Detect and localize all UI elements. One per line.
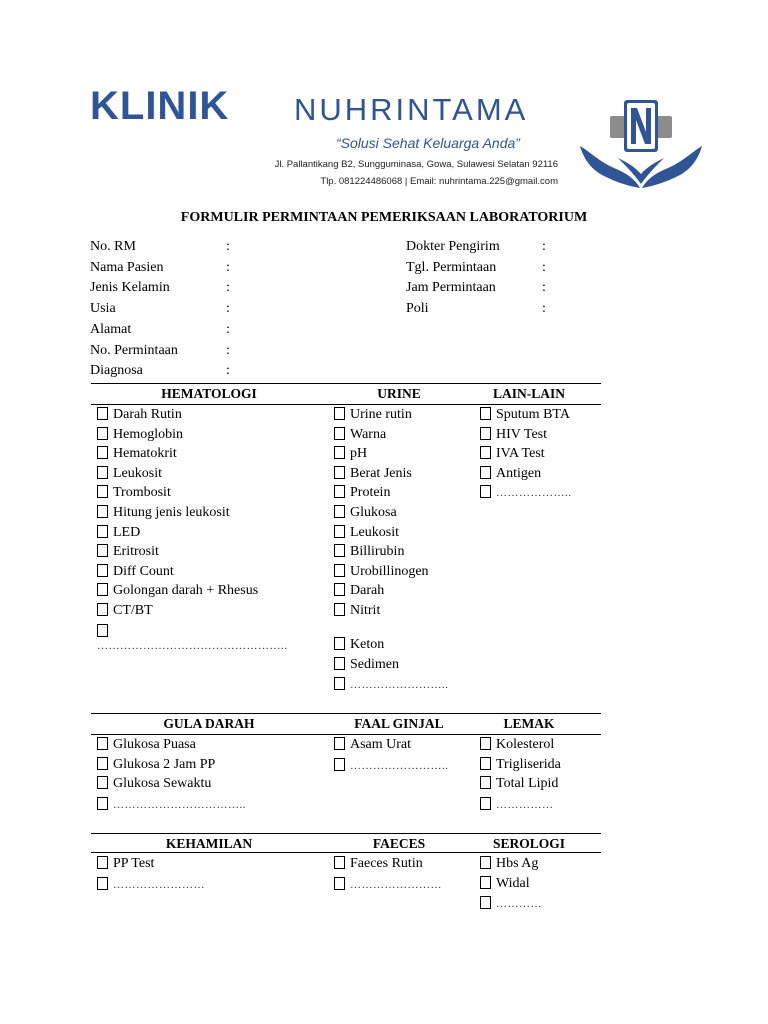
item-label: Hbs Ag <box>496 856 539 871</box>
checkbox[interactable] <box>334 446 345 459</box>
field-label-tgl-permintaan: Tgl. Permintaan <box>406 259 497 275</box>
clinic-logo-icon <box>578 96 704 196</box>
section-header-serologi: SEROLOGI <box>492 836 566 851</box>
item-label: Hemoglobin <box>113 426 183 442</box>
checkbox[interactable] <box>97 525 108 538</box>
clinic-brand-klinik: KLINIK <box>90 84 230 128</box>
field-label-jenis-kelamin: Jenis Kelamin <box>90 280 170 296</box>
checkbox[interactable] <box>334 525 345 538</box>
item-label: Protein <box>350 485 391 501</box>
blank-fill-line: …………………….. <box>350 679 449 692</box>
checkbox[interactable] <box>97 737 108 750</box>
item-label: Antigen <box>496 465 542 481</box>
field-colon: : <box>226 321 230 337</box>
checkbox[interactable] <box>97 485 108 498</box>
checkbox[interactable] <box>334 657 345 670</box>
clinic-tagline: “Solusi Sehat Keluarga Anda” <box>336 135 520 151</box>
blank-option <box>97 875 205 896</box>
item-label: LED <box>113 524 141 540</box>
field-colon: : <box>542 239 546 254</box>
field-colon: : <box>542 301 546 317</box>
section-header-faeces: FAECES <box>372 836 426 851</box>
clinic-address: Jl. Pallantikang B2, Sungguminasa, Gowa, Sulawesi Selatan 92116 <box>274 159 558 170</box>
checkbox[interactable] <box>97 757 108 770</box>
item-label: Billirubin <box>350 544 405 560</box>
exam-item-glukosa <box>334 503 397 523</box>
checkbox[interactable] <box>97 466 108 479</box>
item-label: Widal <box>496 875 530 891</box>
exam-item-hbs-ag <box>480 854 538 874</box>
exam-item-kolesterol <box>480 735 554 755</box>
exam-item-hiv-test <box>480 425 547 445</box>
checkbox[interactable] <box>334 427 345 440</box>
exam-item-widal <box>480 874 530 894</box>
exam-item-ct-bt <box>97 601 153 621</box>
section-header-urine: URINE <box>377 386 421 401</box>
item-label: Kolesterol <box>496 737 555 752</box>
checkbox[interactable] <box>480 797 491 810</box>
checkbox[interactable] <box>334 583 345 596</box>
field-label-usia: Usia <box>90 301 116 317</box>
exam-item-hematokrit <box>97 444 177 464</box>
checkbox[interactable] <box>334 505 345 518</box>
exam-item-ph <box>334 444 367 464</box>
exam-item-darah-rutin <box>97 405 182 425</box>
field-colon: : <box>226 239 230 254</box>
checkbox[interactable] <box>97 583 108 596</box>
item-label: Hitung jenis leukosit <box>113 505 230 520</box>
blank-fill-line: …………………….. <box>350 759 449 772</box>
checkbox[interactable] <box>97 446 108 459</box>
blank-option <box>334 875 442 896</box>
checkbox[interactable] <box>97 505 108 518</box>
clinic-contact: Tlp. 081224486068 | Email: nuhrintama.225@gmail.com <box>320 176 558 187</box>
exam-item-nitrit <box>334 601 380 621</box>
checkbox[interactable] <box>334 603 345 616</box>
item-label: pH <box>350 446 368 462</box>
item-label: Berat Jenis <box>350 465 412 481</box>
checkbox[interactable] <box>334 758 345 771</box>
checkbox[interactable] <box>97 564 108 577</box>
item-label: Faeces Rutin <box>350 856 423 871</box>
checkbox[interactable] <box>480 896 491 909</box>
checkbox[interactable] <box>480 407 491 420</box>
checkbox[interactable] <box>97 544 108 557</box>
item-label: Golongan darah + Rhesus <box>113 583 259 599</box>
field-colon: : <box>542 259 546 275</box>
item-label: Darah Rutin <box>113 407 182 422</box>
exam-item-iva-test <box>480 444 545 464</box>
item-label: Glukosa 2 Jam PP <box>113 756 216 772</box>
section-header-lain-lain: LAIN-LAIN <box>492 386 565 401</box>
exam-item-leukosit <box>97 464 162 484</box>
clinic-brand-name: NUHRINTAMA <box>294 92 529 127</box>
field-colon: : <box>542 280 546 296</box>
form-title: FORMULIR PERMINTAAN PEMERIKSAAN LABORATORIUM <box>180 210 588 225</box>
exam-item-glukosa-puasa <box>97 735 196 755</box>
checkbox[interactable] <box>97 603 108 616</box>
section-divider <box>91 852 601 853</box>
item-label: HIV Test <box>496 426 548 442</box>
exam-item-faeces-rutin <box>334 854 423 874</box>
blank-option <box>97 795 246 816</box>
exam-item-hemoglobin <box>97 425 183 445</box>
blank-option <box>334 756 449 777</box>
field-colon: : <box>226 363 230 379</box>
field-label-no-rm: No. RM <box>90 239 136 254</box>
exam-item-sedimen <box>334 655 399 675</box>
section-header-faal-ginjal: FAAL GINJAL <box>354 716 444 731</box>
item-label: CT/BT <box>113 603 153 618</box>
checkbox[interactable] <box>334 856 345 869</box>
checkbox[interactable] <box>334 737 345 750</box>
checkbox[interactable] <box>97 407 108 420</box>
item-label: Hematokrit <box>113 446 177 462</box>
checkbox[interactable] <box>480 466 491 479</box>
blank-fill-line: …………………… <box>113 878 205 891</box>
field-label-nama-pasien: Nama Pasien <box>90 259 164 275</box>
checkbox[interactable] <box>97 776 108 789</box>
exam-item-keton <box>334 635 384 655</box>
blank-option <box>334 675 449 696</box>
exam-item-diff-count <box>97 562 174 582</box>
exam-item-antigen <box>480 464 541 484</box>
checkbox[interactable] <box>480 776 491 789</box>
exam-item-pp-test <box>97 854 154 874</box>
checkbox[interactable] <box>97 427 108 440</box>
item-label: Glukosa Sewaktu <box>113 776 212 792</box>
checkbox[interactable] <box>334 877 345 890</box>
item-label: Leukosit <box>350 524 399 540</box>
section-divider <box>91 833 601 834</box>
exam-item-protein <box>334 483 390 503</box>
checkbox[interactable] <box>97 877 108 890</box>
checkbox[interactable] <box>334 544 345 557</box>
blank-fill-line: ………………………………………….. <box>97 639 288 652</box>
exam-item-led <box>97 523 140 543</box>
blank-option <box>480 894 542 915</box>
exam-item-glukosa-2-jam-pp <box>97 755 215 775</box>
exam-item-glukosa-sewaktu <box>97 774 211 794</box>
exam-item-darah <box>334 581 384 601</box>
blank-option <box>480 795 554 816</box>
exam-item-total-lipid <box>480 774 558 794</box>
checkbox[interactable] <box>334 637 345 650</box>
exam-item-trombosit <box>97 483 171 503</box>
section-header-hematologi: HEMATOLOGI <box>161 386 257 401</box>
exam-item-hitung-jenis-leukosit <box>97 503 230 523</box>
blank-fill-line: …………………………….. <box>113 798 246 811</box>
item-label: IVA Test <box>496 446 545 462</box>
checkbox[interactable] <box>334 407 345 420</box>
exam-item-leukosit <box>334 523 399 543</box>
item-label: Asam Urat <box>350 737 412 752</box>
exam-item-trigliserida <box>480 755 561 775</box>
item-label: Urine rutin <box>350 407 412 422</box>
item-label: Leukosit <box>113 465 162 481</box>
field-label-diagnosa: Diagnosa <box>90 363 143 379</box>
item-label: Urobillinogen <box>350 563 429 579</box>
item-label: Darah <box>350 583 385 599</box>
item-label: Sedimen <box>350 656 399 672</box>
item-label: Keton <box>350 637 385 652</box>
item-label: Eritrosit <box>113 544 159 560</box>
item-label: Trigliserida <box>496 756 561 772</box>
field-label-poli: Poli <box>406 301 429 317</box>
checkbox[interactable] <box>480 876 491 889</box>
item-label: Warna <box>350 426 387 442</box>
field-colon: : <box>226 301 230 317</box>
checkbox[interactable] <box>334 677 345 690</box>
exam-item-sputum-bta <box>480 405 570 425</box>
field-label-jam-permintaan: Jam Permintaan <box>406 280 496 296</box>
item-label: Glukosa <box>350 505 397 520</box>
item-label: Total Lipid <box>496 776 559 792</box>
field-colon: : <box>226 342 230 358</box>
checkbox[interactable] <box>334 564 345 577</box>
checkbox[interactable] <box>97 624 108 637</box>
checkbox[interactable] <box>480 446 491 459</box>
checkbox[interactable] <box>97 856 108 869</box>
item-label: Trombosit <box>113 485 171 501</box>
section-header-lemak: LEMAK <box>503 716 555 731</box>
exam-item-urine-rutin <box>334 405 412 425</box>
exam-item-eritrosit <box>97 542 159 562</box>
checkbox[interactable] <box>480 427 491 440</box>
checkbox[interactable] <box>480 757 491 770</box>
item-label: Diff Count <box>113 563 174 579</box>
checkbox[interactable] <box>334 485 345 498</box>
blank-option <box>97 622 113 642</box>
field-label-no-permintaan: No. Permintaan <box>90 342 178 358</box>
section-header-kehamilan: KEHAMILAN <box>165 836 253 851</box>
blank-fill-line: …………………… <box>350 878 442 891</box>
checkbox[interactable] <box>480 856 491 869</box>
section-divider <box>91 713 601 714</box>
checkbox[interactable] <box>480 485 491 498</box>
item-label: Nitrit <box>350 603 381 618</box>
checkbox[interactable] <box>334 466 345 479</box>
item-label: Sputum BTA <box>496 407 570 422</box>
section-divider <box>91 383 601 384</box>
exam-item-urobillinogen <box>334 562 429 582</box>
exam-item-golongan-darah-rhesus <box>97 581 258 601</box>
field-colon: : <box>226 259 230 275</box>
item-label: PP Test <box>113 856 155 871</box>
checkbox[interactable] <box>97 797 108 810</box>
exam-item-warna <box>334 425 386 445</box>
exam-item-billirubin <box>334 542 404 562</box>
blank-fill-line: ………… <box>496 898 542 911</box>
blank-fill-line: ……………….. <box>496 487 572 500</box>
checkbox[interactable] <box>480 737 491 750</box>
blank-fill-line: …………… <box>496 798 554 811</box>
field-label-alamat: Alamat <box>90 321 132 337</box>
blank-option <box>480 483 572 504</box>
exam-item-asam-urat <box>334 735 411 755</box>
field-label-dokter-pengirim: Dokter Pengirim <box>406 239 500 254</box>
exam-item-berat-jenis <box>334 464 412 484</box>
section-header-gula-darah: GULA DARAH <box>163 716 255 731</box>
field-colon: : <box>226 280 230 296</box>
item-label: Glukosa Puasa <box>113 737 196 752</box>
